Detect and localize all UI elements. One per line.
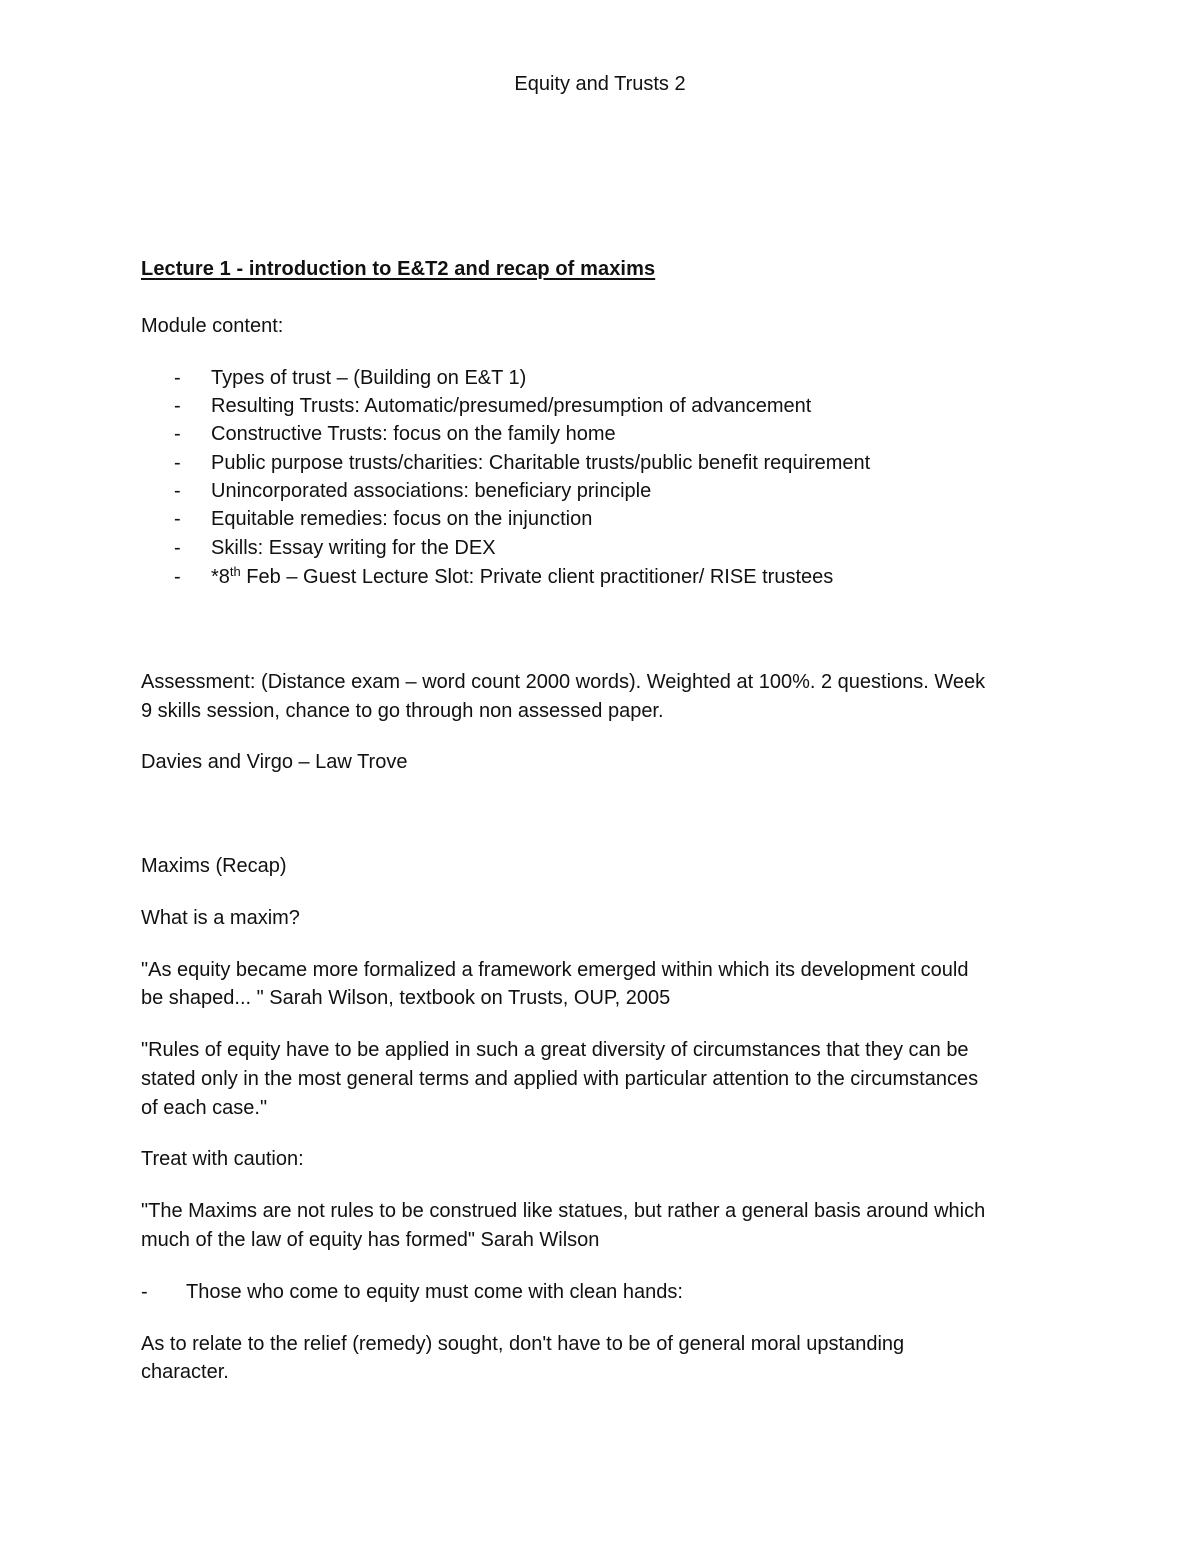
bullet-dash: - xyxy=(174,480,181,502)
caution-label: Treat with caution: xyxy=(141,1148,304,1170)
list-item-text: Constructive Trusts: focus on the family home xyxy=(211,423,616,445)
assessment-line-2: 9 skills session, chance to go through non assessed paper. xyxy=(141,700,664,722)
maxim-question: What is a maxim? xyxy=(141,907,300,929)
relief-line-1: As to relate to the relief (remedy) sought, don't have to be of general moral upstanding xyxy=(141,1333,905,1355)
list-item-text: Public purpose trusts/charities: Charitable trusts/public benefit requirement xyxy=(211,452,871,474)
quote-2-line-3: of each case." xyxy=(141,1097,268,1119)
list-item-text: Types of trust – (Building on E&T 1) xyxy=(211,367,527,389)
quote-2-line-2: stated only in the most general terms and applied with particular attention to the circumstances xyxy=(141,1068,979,1090)
quote-3-line-1: "The Maxims are not rules to be construed like statues, but rather a general basis around which xyxy=(141,1200,986,1222)
bullet-dash: - xyxy=(174,395,181,417)
reading-reference: Davies and Virgo – Law Trove xyxy=(141,751,408,773)
maxims-title: Maxims (Recap) xyxy=(141,855,287,877)
quote-1-line-2: be shaped... " Sarah Wilson, textbook on Trusts, OUP, 2005 xyxy=(141,987,671,1009)
list-item-text: Equitable remedies: focus on the injunction xyxy=(211,508,593,530)
ordinal-suffix: th xyxy=(229,564,241,579)
quote-1-line-1: "As equity became more formalized a framework emerged within which its development could xyxy=(141,959,969,981)
date-prefix: *8 xyxy=(211,566,230,588)
quote-2-line-1: "Rules of equity have to be applied in such a great diversity of circumstances that they can be xyxy=(141,1039,969,1061)
clean-hands-maxim: Those who come to equity must come with clean hands: xyxy=(186,1281,683,1303)
bullet-dash: - xyxy=(174,423,181,445)
quote-3-line-2: much of the law of equity has formed" Sarah Wilson xyxy=(141,1229,600,1251)
list-item-text: Resulting Trusts: Automatic/presumed/presumption of advancement xyxy=(211,395,812,417)
bullet-dash: - xyxy=(174,537,181,559)
lecture-heading: Lecture 1 - introduction to E&T2 and recap of maxims xyxy=(141,258,656,280)
bullet-dash: - xyxy=(141,1281,148,1303)
relief-line-2: character. xyxy=(141,1361,229,1383)
page-header: Equity and Trusts 2 xyxy=(514,73,686,95)
list-item-text: Skills: Essay writing for the DEX xyxy=(211,537,496,559)
list-item-text xyxy=(211,563,833,591)
bullet-dash: - xyxy=(174,452,181,474)
bullet-dash: - xyxy=(174,367,181,389)
module-content-label: Module content: xyxy=(141,315,284,337)
guest-lecture-text: Feb – Guest Lecture Slot: Private client practitioner/ RISE trustees xyxy=(240,566,834,588)
bullet-dash: - xyxy=(174,566,181,588)
assessment-line-1: Assessment: (Distance exam – word count 2000 words). Weighted at 100%. 2 questions. Week xyxy=(141,671,986,693)
list-item-text: Unincorporated associations: beneficiary principle xyxy=(211,480,652,502)
bullet-dash: - xyxy=(174,508,181,530)
